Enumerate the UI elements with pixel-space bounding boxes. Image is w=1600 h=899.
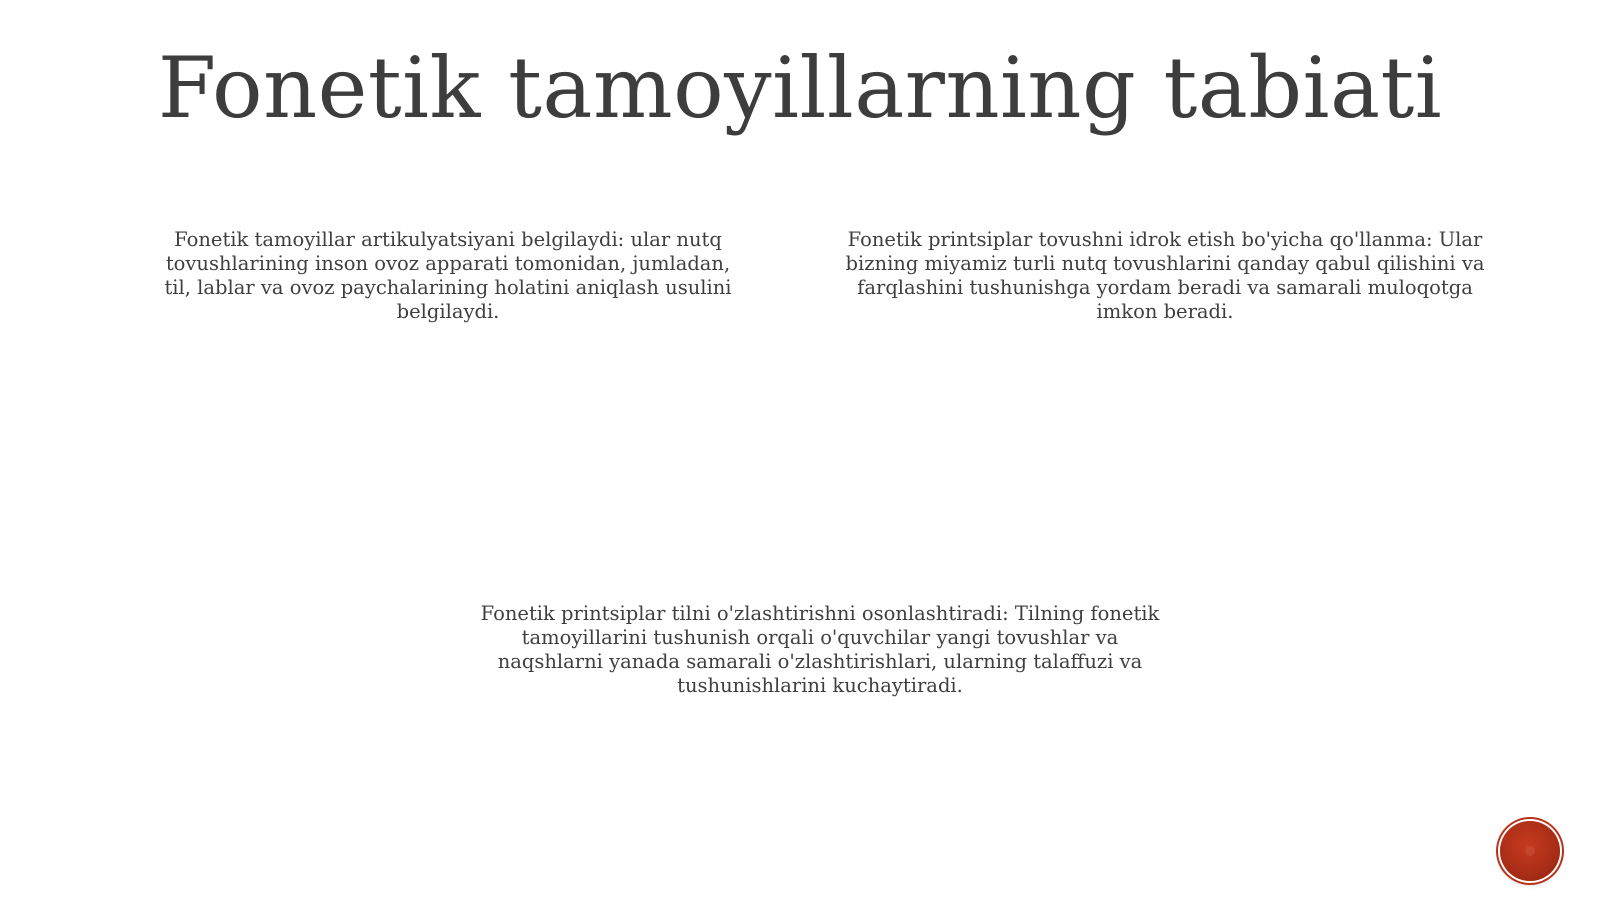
record-icon [1525,846,1535,856]
record-button[interactable] [1500,821,1560,881]
text-block-articulation: Fonetik tamoyillar artikulyatsiyani belgilaydi: ular nutq tovushlarining inson ovoz apparati tomonidan, jumladan, til, lablar va ovoz paychalarining holatini aniqlash usulini belgilaydi. [164,228,732,323]
text-block-perception: Fonetik printsiplar tovushni idrok etish bo'yicha qo'llanma: Ular bizning miyamiz turli nutq tovushlarini qanday qabul qilishini va farqlashini tushunishga yordam beradi va samarali muloqotga imkon beradi. [845,228,1485,323]
text-block-acquisition: Fonetik printsiplar tilni o'zlashtirishni osonlashtiradi: Tilning fonetik tamoyillarini tushunish orqali o'quvchilar yangi tovushlar va naqshlarni yanada samarali o'zlashtirishlari, ularning talaffuzi va tushunishlarini kuchaytiradi. [480,602,1160,697]
slide-title: Fonetik tamoyillarning tabiati [157,39,1443,137]
